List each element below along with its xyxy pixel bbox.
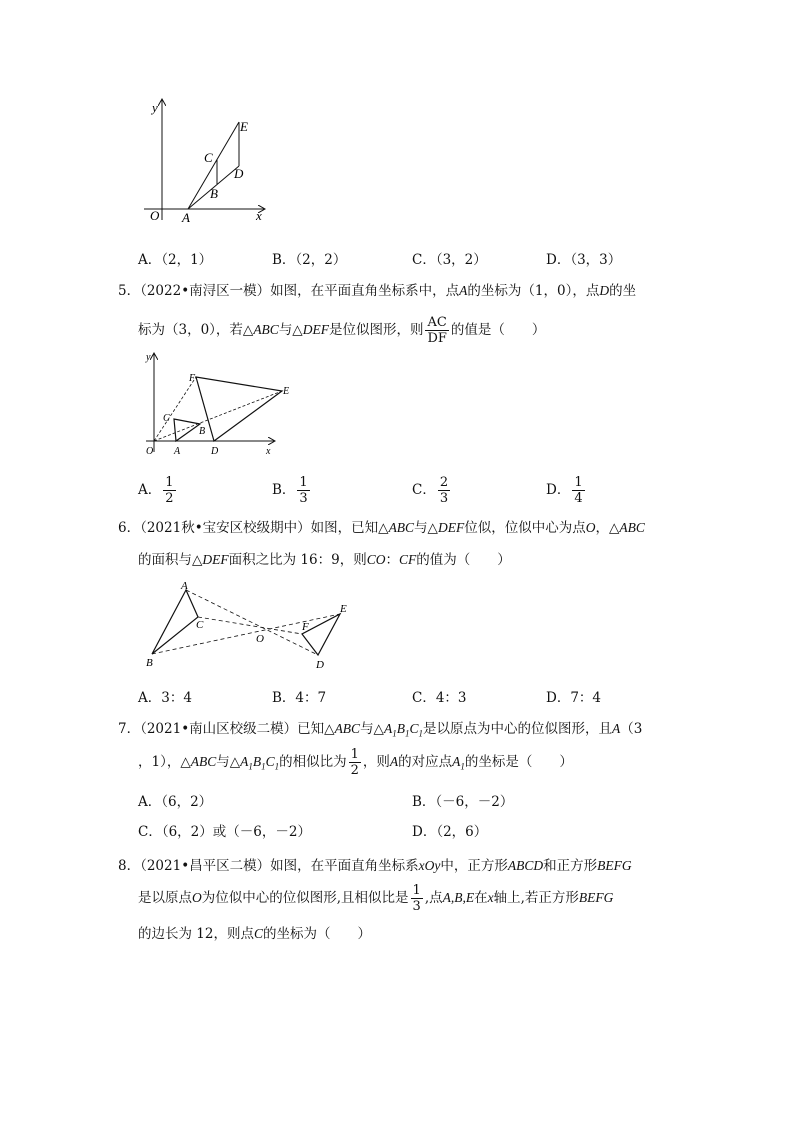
q6-label-c: C <box>196 619 204 631</box>
q6-option-b[interactable] <box>272 686 326 706</box>
q8-text: 如图，在平面直角坐标系 <box>270 858 419 874</box>
q5-label-d: D <box>211 446 219 457</box>
option-letter: B． <box>272 482 296 498</box>
option-text: 3：4 <box>161 690 192 706</box>
q6-label-o: O <box>256 633 264 645</box>
option-fraction <box>572 476 584 505</box>
q4-label-d: D <box>234 166 244 181</box>
fraction-denominator: DF <box>427 331 447 346</box>
q4-option-a[interactable] <box>138 248 212 268</box>
fraction-denominator: 3 <box>299 491 308 506</box>
option-text: （2，1） <box>161 252 213 268</box>
q6-label-f: F <box>302 621 309 633</box>
q5-triangle-abc <box>174 419 200 441</box>
q4-label-y: y <box>152 100 158 115</box>
q6-var-abc: ABC <box>388 520 415 535</box>
q7-source: （2021•南山区校级二模） <box>140 721 298 737</box>
q8-var-o: O <box>192 890 202 905</box>
q8-text: 的坐标为（ ） <box>263 926 371 942</box>
option-letter: B． <box>412 794 436 810</box>
q6-text: ，△ <box>595 520 620 536</box>
q8-var-c: C <box>253 926 263 941</box>
q8-text: 中，正方形 <box>440 858 508 874</box>
q7-var-a1b1c1: $A_1B_1C_1$ <box>240 754 280 772</box>
option-letter: A． <box>138 252 162 268</box>
q7-var-a1: $A_1$ <box>452 754 465 772</box>
q4-label-e: E <box>240 119 248 134</box>
q5-text: 的值是（ ） <box>450 322 546 338</box>
fraction-denominator: 2 <box>350 763 359 778</box>
q6-text: 位似，位似中心为点 <box>464 520 586 536</box>
q6-triangle-abc <box>152 590 198 654</box>
q5-stem-line2 <box>138 314 545 346</box>
option-letter: D． <box>546 690 571 706</box>
q6-text: 面积之比为 16：9，则 <box>228 552 367 568</box>
q7-fraction <box>349 748 361 777</box>
q8-text: 和正方形 <box>543 858 598 874</box>
option-letter: D． <box>546 252 571 268</box>
q5-var-def: DEF <box>302 322 329 337</box>
q7-number: 7． <box>118 721 141 737</box>
q7-text: 已知△ <box>297 721 335 737</box>
q4-label-a: A <box>182 210 190 225</box>
q8-text: 轴上,若正方形 <box>493 890 579 906</box>
q5-label-y: y <box>146 352 151 363</box>
q6-text: 如图，已知△ <box>310 520 389 536</box>
q5-var-a: A <box>459 283 468 298</box>
q8-var-abe: A,B,E <box>442 890 475 905</box>
q6-var-abc: ABC <box>619 520 645 535</box>
q5-var-d: D <box>599 283 610 298</box>
q5-text: 如图，在平面直角坐标系中，点 <box>270 283 460 299</box>
option-text: 4：3 <box>435 690 467 706</box>
q5-triangle-def <box>196 377 282 441</box>
q4-label-c: C <box>204 150 213 165</box>
fraction-numerator: 1 <box>574 475 583 490</box>
q6-option-d[interactable] <box>546 686 601 706</box>
q6-label-b: B <box>146 657 153 669</box>
q5-label-c: C <box>163 413 170 424</box>
q6-text: 与△ <box>414 520 438 536</box>
option-letter: B． <box>272 252 296 268</box>
q5-text: 是位似图形，则 <box>328 322 424 338</box>
q8-text: 的边长为 12，则点 <box>138 926 254 942</box>
q5-text: 的坐标为（1，0），点 <box>467 283 600 299</box>
q6-text: 的值为（ ） <box>416 552 511 568</box>
q6-label-d: D <box>316 659 324 671</box>
option-text: （2，2） <box>295 252 347 268</box>
q8-text: 为位似中心的位似图形,且相似比是 <box>201 890 409 906</box>
option-letter: A． <box>138 794 162 810</box>
q6-text: 的面积与△ <box>138 552 203 568</box>
option-text: （2，6） <box>436 824 488 840</box>
option-text: （6，2） <box>161 794 213 810</box>
q8-var-x: x <box>487 890 494 905</box>
q4-option-d[interactable] <box>546 248 621 268</box>
q6-figure <box>140 580 360 672</box>
fraction-denominator: 4 <box>574 491 583 506</box>
option-text: （6，2）或（－6，－2） <box>161 824 311 840</box>
q6-source: （2021秋•宝安区校级期中） <box>140 520 311 536</box>
option-text: 4：7 <box>295 690 327 706</box>
q7-option-b[interactable] <box>412 790 513 810</box>
q7-stem-line1 <box>118 713 642 750</box>
q4-option-c[interactable] <box>412 248 487 268</box>
q7-text: 的坐标是（ ） <box>464 754 573 770</box>
q5-var-abc: ABC <box>253 322 279 337</box>
q5-text: 标为（3，0），若△ <box>138 322 254 338</box>
q7-text: ，则 <box>362 754 390 770</box>
q6-var-co: CO <box>366 552 386 567</box>
q7-var-abc: ABC <box>190 754 217 769</box>
q5-label-a: A <box>174 446 181 457</box>
q4-option-b[interactable] <box>272 248 346 268</box>
q5-text: 的坐 <box>609 283 637 299</box>
fraction-denominator: 2 <box>165 491 174 506</box>
q5-label-b: B <box>199 426 206 437</box>
option-letter: C． <box>412 252 436 268</box>
q5-option-a[interactable] <box>138 476 178 505</box>
fraction-numerator: 1 <box>412 883 421 898</box>
option-letter: C． <box>412 482 436 498</box>
fraction-numerator: 1 <box>299 475 308 490</box>
q6-var-def: DEF <box>202 552 229 567</box>
q7-text: 与△ <box>216 754 241 770</box>
q4-label-o: O <box>150 208 160 223</box>
q8-source: （2021•昌平区二模） <box>140 858 271 874</box>
q5-option-c[interactable] <box>412 476 452 505</box>
q5-label-o: O <box>146 446 154 457</box>
q6-var-o: O <box>585 520 596 535</box>
q5-label-f: F <box>189 373 196 384</box>
q6-stem-line2 <box>138 544 511 576</box>
q4-label-x: x <box>256 208 262 223</box>
q7-option-d[interactable] <box>412 820 487 840</box>
q5-fraction <box>425 316 448 345</box>
option-letter: A． <box>138 690 162 706</box>
fraction-denominator: 3 <box>412 899 421 914</box>
q6-option-c[interactable] <box>412 686 467 706</box>
q5-label-x: x <box>266 446 271 457</box>
q8-var-xoy: xOy <box>418 858 441 873</box>
q6-number: 6． <box>118 520 141 536</box>
q8-stem-line3 <box>138 918 371 950</box>
q5-text: 与△ <box>278 322 303 338</box>
option-fraction <box>438 476 450 505</box>
q6-var-cf: CF <box>398 552 417 567</box>
option-letter: C． <box>412 690 436 706</box>
option-letter: D． <box>546 482 571 498</box>
fraction-numerator: AC <box>427 315 447 330</box>
option-text: （3，3） <box>570 252 622 268</box>
q6-text: ： <box>385 552 399 568</box>
q8-fraction <box>411 884 423 913</box>
q8-text: 是以原点 <box>138 890 192 906</box>
q7-var-a1b1c1: $A_1B_1C_1$ <box>383 721 423 739</box>
option-letter: C． <box>138 824 162 840</box>
q7-text: （3 <box>620 721 643 737</box>
q7-var-abc: ABC <box>334 721 361 736</box>
option-letter: B． <box>272 690 296 706</box>
fraction-numerator: 1 <box>165 475 174 490</box>
q7-stem-line2 <box>138 746 573 783</box>
q8-text: ,点 <box>424 890 443 906</box>
q8-var-befg: BEFG <box>578 890 614 905</box>
q6-var-def: DEF <box>437 520 465 535</box>
option-fraction <box>297 476 309 505</box>
option-fraction <box>163 476 175 505</box>
q5-label-e: E <box>283 386 290 397</box>
q6-option-a[interactable] <box>138 686 192 706</box>
q5-figure <box>136 348 296 460</box>
q8-stem-line1 <box>118 850 632 882</box>
q6-label-a: A <box>181 580 188 592</box>
q8-var-befg: BEFG <box>597 858 632 873</box>
q8-stem-line2 <box>138 882 613 914</box>
fraction-denominator: 3 <box>439 491 449 506</box>
q7-text: ，1），△ <box>138 754 191 770</box>
option-letter: D． <box>412 824 437 840</box>
option-text: 7：4 <box>570 690 602 706</box>
q7-var-a: A <box>389 754 399 769</box>
q5-number: 5． <box>118 283 141 299</box>
q7-text: 的对应点 <box>398 754 453 770</box>
q8-number: 8． <box>118 858 141 874</box>
q5-dash-oe <box>154 391 282 441</box>
q7-text: 的相似比为 <box>279 754 347 770</box>
q4-figure <box>138 96 278 226</box>
q5-stem-line1 <box>118 275 636 307</box>
q6-stem-line1 <box>118 512 645 544</box>
q6-dash-cf <box>198 617 302 634</box>
q7-option-a[interactable] <box>138 790 212 810</box>
q4-label-b: B <box>210 186 218 201</box>
fraction-numerator: 1 <box>350 747 359 762</box>
fraction-numerator: 2 <box>439 475 449 490</box>
option-letter: A． <box>138 482 162 498</box>
q7-var-a: A <box>611 721 621 736</box>
option-text: （3，2） <box>435 252 487 268</box>
q5-option-b[interactable] <box>272 476 312 505</box>
q5-option-d[interactable] <box>546 476 587 505</box>
q6-dash-be <box>152 614 340 654</box>
q8-var-abcd: ABCD <box>507 858 544 873</box>
q7-option-c[interactable] <box>138 820 311 840</box>
q7-text: 是以原点为中心的位似图形，且 <box>422 721 612 737</box>
option-text: （－6，－2） <box>435 794 514 810</box>
q7-text: 与△ <box>360 721 384 737</box>
q8-text: 在 <box>474 890 488 906</box>
q5-source: （2022•南浔区一模） <box>140 283 271 299</box>
q6-label-e: E <box>340 603 347 615</box>
